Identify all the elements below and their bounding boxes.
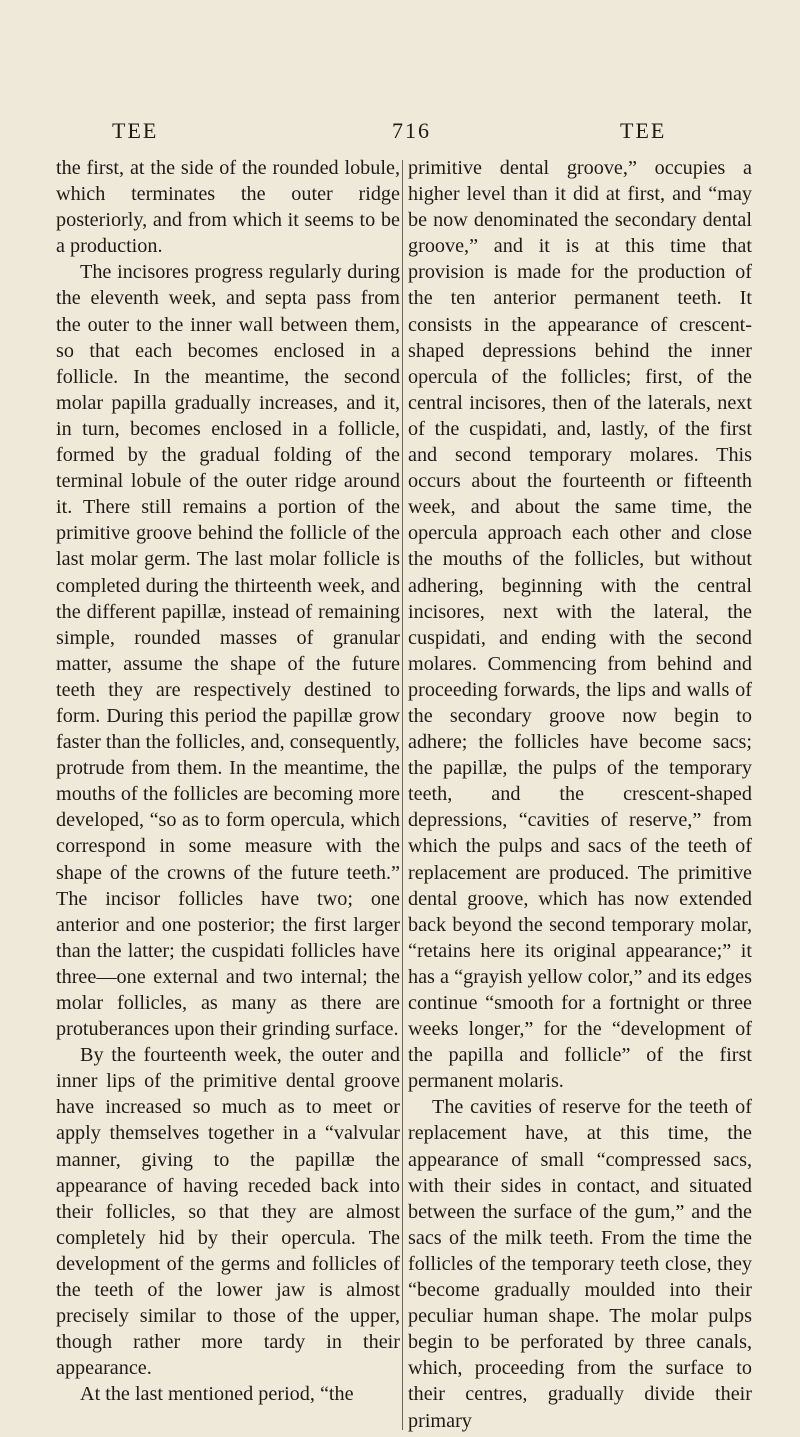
column-divider: [402, 160, 403, 1430]
running-header: [0, 118, 800, 148]
page-number: 716: [392, 118, 431, 143]
paragraph: the first, at the side of the rounded lobule, which terminates the outer ridge posteriorly, and from which it seems to be a production.: [56, 157, 400, 258]
paragraph: By the fourteenth week, the outer and inner lips of the primitive dental groove have increased so much as to meet or apply themselves together in a “valvular manner, giving to the papillæ the appearance of having receded back into their follicles, so that they are almost completely hid by their opercula. The development of the germs and follicles of the teeth of the lower jaw is almost precisely similar to those of the upper, though rather more tardy in their appearance.: [56, 1044, 400, 1380]
paragraph: The incisores progress regularly during the eleventh week, and septa pass from the outer to the inner wall between them, so that each becomes enclosed in a follicle. In the meantime, the second molar papilla gradually increases, and it, in turn, becomes enclosed in a follicle, formed by the gradual folding of the terminal lobule of the outer ridge around it. There still remains a portion of the primitive groove behind the follicle of the last molar germ. The last molar follicle is completed during the thirteenth week, and the different papillæ, instead of remaining simple, rounded masses of granular matter, assume the shape of the future teeth they are respectively destined to form. During this period the papillæ grow faster than the follicles, and, consequently, protrude from them. In the meantime, the mouths of the follicles are becoming more developed, “so as to form opercula, which correspond in some measure with the shape of the crowns of the future teeth.” The incisor follicles have two; one anterior and one posterior; the first larger than the latter; the cuspidati follicles have three—one external and two internal; the molar follicles, as many as there are protuberances upon their grinding surface.: [56, 261, 401, 1041]
paragraph: At the last mentioned period, “the: [80, 1383, 354, 1406]
paragraph: The cavities of reserve for the teeth of replacement have, at this time, the appearance of small “compressed sacs, with their sides in contact, and situated between the surface of the gum,” and the sacs of the milk teeth. From the time the follicles of the temporary teeth close, they “become gradually moulded into their peculiar human shape. The molar pulps begin to be perforated by three canals, which, proceeding from the surface to their centres, gradually divide their primary: [408, 1096, 752, 1432]
paragraph: primitive dental groove,” occupies a higher level than it did at first, and “may be now denominated the secondary dental groove,” and it is at this time that provision is made for the production of the ten anterior permanent teeth. It consists in the appearance of crescent-shaped depressions behind the inner opercula of the follicles; first, of the central incisores, then of the laterals, next of the cuspidati, and, lastly, of the first and second temporary molares. This occurs about the fourteenth or fifteenth week, and about the same time, the opercula approach each other and close the mouths of the follicles, but without adhering, beginning with the central incisores, next with the lateral, the cuspidati, and ending with the second molares. Commencing from behind and proceeding forwards, the lips and walls of the secondary groove now begin to adhere; the follicles have become sacs; the papillæ, the pulps of the temporary teeth, and the crescent-shaped depressions, “cavities of reserve,” from which the pulps and sacs of the teeth of replacement are produced. The primitive dental groove, which has now extended back beyond the second temporary molar, “retains here its original appearance;” it has a “grayish yellow color,” and its edges continue “smooth for a fortnight or three weeks longer,” for the “development of the papilla and follicle” of the first permanent molaris.: [408, 157, 752, 1093]
left-column: [56, 155, 400, 1408]
right-column: [408, 155, 752, 1434]
header-right-word: TEE: [620, 118, 667, 143]
header-left-word: TEE: [112, 118, 159, 143]
